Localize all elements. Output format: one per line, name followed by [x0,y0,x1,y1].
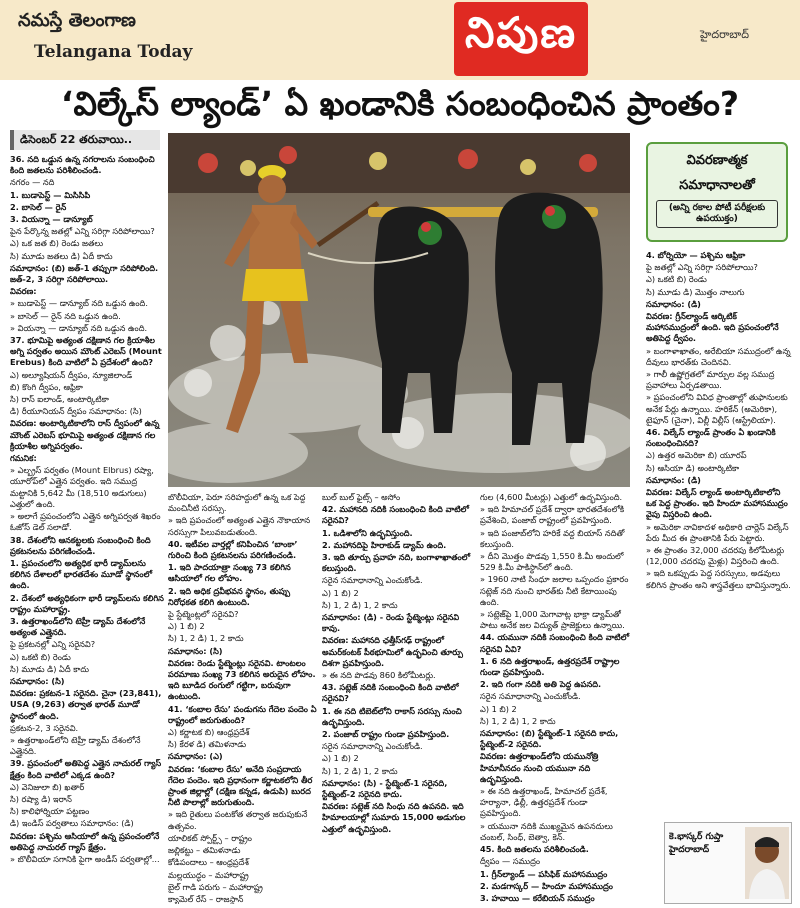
column-line: 41. ‘కంబాల రేసు’ పండుగను గేదెల పందెం ఏ రాష్ట్రంలో జరుగుతుంది? [168,703,317,725]
column-line: ఎ) 1 బి) 2 [168,621,205,632]
column-line: బొలీవియా, పెరూ సరిహద్దులో ఉన్న ఒక పెద్ద మంచినీటి సరస్సు. [168,492,306,514]
column-line: సి) ఆసియా డి) అంటార్కిటికా [646,462,740,473]
kambala-photo [168,133,630,487]
column-line: 2. ఇది గంగా నదికి అతి పెద్ద ఉపనది. [480,679,602,690]
column-line: సి) మూడు డి) మొత్తం నాలుగు [646,286,745,297]
column-line: » ఈ ప్రాంతం 32,000 చదరపు కిలోమీటర్లు (12,000 చదరపు మైళ్లు) విస్తరించి ఉంది. [646,545,785,567]
column-line: వివరణ: సట్లెజ్ నది సింధు నది ఉపనది. ఇది హిమాలయాల్లో సుమారు 15,000 అడుగుల ఎత్తులో ఉద్భవిస్తుంది. [322,801,466,834]
column-line: సమాధానం: (సి) [10,675,65,686]
column-line: సరైన సమాధానాన్ని ఎంచుకోండి. [480,691,581,702]
column-line: 1. ఒడిశాలోని ఉద్భవిస్తుంది. [322,527,413,538]
column-line: సి) మూడు జతలు డి) ఏదీ కాదు [10,250,113,261]
column-line: ఎ) వెనిజులా బి) ఖతార్ [10,781,85,792]
column-line: » ఇది పంజాబ్‌లోని హరికే వద్ద బియాస్ నదితో కలుస్తుంది. [480,527,625,549]
column-line: 2. ఇది అధిక ద్రవీభవన స్థానం, తుప్పు నిరోధకత కలిగి ఉంటుంది. [168,585,291,607]
column-line: » ఉత్తరాఖండ్‌లోని టెహ్రీ డ్యామ్ దేశంలోనే ఎత్తైనది. [10,734,141,757]
column-line: 36. నది ఒడ్డున ఉన్న నగరాలను సంబంధించి కింది జతలను పరిశీలించండి. [10,154,155,176]
column-line: సి) రాస్ ఐలాండ్, అంటార్కిటికా [10,394,109,405]
column-line: 4. బోర్నియో — పశ్చిమ ఆఫ్రికా [646,250,746,260]
dateline: హైదరాబాద్ [700,28,749,41]
column-line: » ఈ నది పొడవు 860 కిలోమీటర్లు. [322,670,436,681]
column-line: 3. వియన్నా — డాన్యూబ్ [10,214,93,225]
column-line: డి) రీయూనియన్ ద్వీపం సమాధానం: (సి) [10,406,142,417]
column-line: ఎ) ఒకటి బి) రెండు [646,274,707,285]
info-title-2: సమాధానాలతో [679,178,755,193]
column-line: 40. ఇటీవల వార్తల్లో కనిపించిన ‘బాంకా’ గురించి కింది ప్రకటనలను పరిగణించండి. [168,538,298,561]
column-line: పైన పేర్కొన్న జతల్లో ఎన్ని సరిగ్గా సరిపోలాయి? [10,226,155,237]
author-box [664,822,792,904]
column-line: క్యామెల్ రేస్ – రాజస్థాన్ [168,893,244,904]
column-line: 37. భూమిపై అత్యంత దక్షిణాన గల క్రియాశీల అగ్ని పర్వతం అయిన మౌంట్ ఎరెబస్ (Mount Erebus) కింది వాటిలో ఏ ప్రదేశంలో ఉంది? [10,335,162,368]
column-line: వివరణ: ఉత్తరాఖండ్‌లోని యమునోత్రి హిమానీనదం నుంచి యమునా నది ఉద్భవిస్తుంది. [480,751,599,784]
column-line: గుల (4,600 మీటర్లు) ఎత్తులో ఉద్భవిస్తుంది. [480,492,623,502]
column-line: 44. యమునా నదికి సంబంధించి కింది వాటిలో సరైనవి ఏవి? [480,632,630,654]
column-line: 3. ఉత్తరాఖండ్‌లోని టెహ్రీ డ్యామ్ దేశంలోనే అత్యంత ఎత్తైనది. [10,615,146,638]
column-line: సి) రష్యా డి) ఇరాన్ [10,793,72,804]
author-photo [745,827,789,899]
info-box [646,142,788,242]
column-line: సమాధానం: (డి) [646,298,701,309]
column-line: » బాసెల్ — రైన్ నది ఒడ్డున ఉంది. [10,310,121,321]
section-logo-text: నిపుణ [464,8,578,57]
date-tag: డిసెంబర్ 22 తరువాయి.. [10,130,160,150]
column-line: ఎ) ఒకటి బి) రెండు [10,651,71,662]
column-3 [322,492,476,904]
column-line: బుల్ బుల్ ఫైట్స్ – అసోం [322,492,401,502]
column-line: వివరణ: అంటార్కిటికాలోని రాస్ ద్వీపంలో ఉన్న మౌంట్ ఎరెబస్ భూమిపై అత్యంత దక్షిణాన గల క్రియాశీల అగ్నిపర్వతం. [10,418,160,451]
column-line: ఎ) 1 బి) 2 [322,753,359,764]
brand-telugu: నమస్తే తెలంగాణ [18,10,136,31]
column-line: 2. బాసెల్ — రైన్ [10,201,67,212]
column-line: ఎ) అల్యూషియన్ ద్వీపం, న్యూజిలాండ్ [10,369,133,380]
column-line: 1. గ్రీన్‌ల్యాండ్ — పసిఫిక్ మహాసముద్రం [480,868,608,879]
column-line: » అమెరికా నావికాదళ అధికారి చార్లెస్ విల్కేస్ పేరు మీద ఈ ప్రాంతానికి పేరు పెట్టారు. [646,521,789,543]
column-4 [480,492,630,904]
column-line: » 1960 నాటి సింధూ జలాల ఒప్పందం ప్రకారం సట్లెజ్ నది నుంచి భారత్‌కు నీటి కేటాయింపు ఉంది. [480,574,629,607]
headline: ‘విల్కేస్ ల్యాండ్’ ఏ ఖండానికి సంబంధించిన ప్రాంతం? [60,84,740,123]
column-line: 2. పంజాబ్ రాష్ట్రం గుండా ప్రవహిస్తుంది. [322,729,450,740]
column-line: సమాధానం: (బి) స్టేట్మెంట్-1 సరైనది కాదు, స్టేట్మెంట్-2 సరైనది. [480,728,619,750]
column-line: ఎ) 1 బి) 2 [322,587,359,598]
column-line: వివరణ: [10,286,37,297]
column-line: » బుడాపెస్ట్ — డాన్యూబ్ నది ఒడ్డున ఉంది. [10,298,148,309]
column-line: ఎ) ఉత్తర అమెరికా బి) యూరప్ [646,450,747,461]
column-line: » ఇది ప్రపంచంలో అత్యంత ఎత్తైన నౌకాయాన సరస్సుగా పిలువబడుతుంది. [168,515,311,537]
column-line: పై స్టేట్మెంట్లలో సరైనవి? [168,609,239,620]
column-line: » గాలీ ఉష్ణోగ్రతలో మార్పుల వల్ల సముద్ర ప్రవాహాలు ఏర్పడతాయి. [646,369,775,391]
info-subtitle: (అన్ని రకాల పోటీ పరీక్షలకు ఉపయుక్తం) [656,200,778,228]
column-line: వివరణ: మహానది ఛత్తీస్‌గఢ్ రాష్ట్రంలో అమర్‌కంటక్ పీఠభూమిలో ఉద్భవించి తూర్పు దిశగా ప్రవహిస్తుంది. [322,635,463,668]
column-line: » ఈ నది ఉత్తరాఖండ్, హిమాచల్ ప్రదేశ్, హర్యానా, ఢిల్లీ, ఉత్తరప్రదేశ్ గుండా ప్రవహిస్తుంది. [480,786,608,819]
column-line: ఎ) కర్ణాటక బి) ఆంధ్రప్రదేశ్ [168,727,250,738]
column-line: డి) ఇండిస్ పర్వతాలు సమాధానం: (డి) [10,818,134,829]
column-5 [646,250,792,818]
column-line: మల్లయుద్ధం – మహారాష్ట్ర [168,869,249,880]
column-line: వివరణ: పశ్చిమ ఆసియాలో ఉన్న ప్రపంచంలోనే అతిపెద్ద నాచురల్ గ్యాస్ క్షేత్రం. [10,830,160,852]
column-line: 38. దేశంలోని ఆనకట్టలకు సంబంధించి కింది ప్రకటనలను పరిగణించండి. [10,534,151,556]
column-line: సరైన సమాధానాన్ని ఎంచుకోండి. [322,741,423,752]
column-line: » వియన్నా — డాన్యూబ్ నది ఒడ్డున ఉంది. [10,322,148,333]
column-line: పై జతల్లో ఎన్ని సరిగ్గా సరిపోలాయి? [646,262,758,273]
column-line: వివరణ: విల్కేస్ ల్యాండ్ అంటార్కిటికాలోని ఒక పెద్ద ప్రాంతం. ఇది హిందూ మహాసముద్రం వైపు విస్తరించి ఉంది. [646,487,788,520]
column-line: పై ప్రకటనల్లో ఎన్ని సరైనవి? [10,639,96,650]
column-line: » ఇది హిమాచల్ ప్రదేశ్ ద్వారా భారతదేశంలోకి ప్రవేశించి, పంజాబ్ రాష్ట్రంలో ప్రవహిస్తుంది. [480,504,625,526]
column-line: సి) 1, 2 డి) 1, 2 కాదు [322,765,398,776]
column-line: సి) కాలిఫోర్నియా పట్టణం [10,806,90,817]
column-line: జల్లికట్టు – తమిళనాడు [168,845,241,856]
section-logo [454,2,588,76]
column-line: 42. మహానది నదికి సంబంధించి కింది వాటిలో సరైనవి? [322,504,469,526]
column-line: వివరణ: ప్రకటన-1 సరైనది. చైనా (23,841), USA (9,263) తర్వాత భారత్ మూడో స్థానంలో ఉంది. [10,688,162,721]
column-line: 1. 6 నది ఉత్తరాఖండ్, ఉత్తరప్రదేశ్ రాష్ట్రాల గుండా ప్రవహిస్తుంది. [480,655,620,678]
column-line: ఎ) 1 బి) 2 [480,703,517,714]
column-line: 46. విల్కేస్ ల్యాండ్ ప్రాంతం ఏ ఖండానికి సంబంధించినది? [646,427,776,449]
column-line: సి) 1, 2 డి) 1, 2 కాదు [480,715,556,726]
column-line: » ప్రపంచంలోని వివిధ ప్రాంతాల్లో తుఫానులకు అనేక పేర్లు ఉన్నాయి. హరికేన్ (అమెరికా), టైఫూన్ (చైనా), విల్లీ విల్లీస్ (ఆస్ట్రేలియా). [646,392,788,425]
column-line: కోడిపందాలు – ఆంధ్రప్రదేశ్ [168,857,249,868]
author-portrait [745,827,789,899]
column-line: » యమునా నదికి ముఖ్యమైన ఉపనదులు చంబల్, సింధ్, బెత్వా, కెన్. [480,820,613,842]
column-line: 2. దేశంలో అత్యధికంగా భారీ డ్యామ్‌లను కలిగిన రాష్ట్రం మహారాష్ట్ర. [10,592,164,614]
column-line: బైల్ గాడి పరుగు – మహారాష్ట్ర [168,881,263,892]
column-line: 2. మడగాస్కర్ — హిందూ మహాసముద్రం [480,880,613,891]
column-line: » ఇది ఒకప్పుడు పెద్ద సరస్సులు, అడవులు కలిగిన ప్రాంతం అని శాస్త్రవేత్తలు భావిస్తున్నారు. [646,568,791,590]
column-2 [168,492,318,904]
column-line: బి) కొంగి ద్వీపం, ఆఫ్రికా [10,381,83,392]
column-line: యాలికట్ స్పోర్ట్స్ – రాష్ట్రం [168,832,252,843]
column-line: 1. ఈ నది టిబెట్‌లోని రాకాస్ సరస్సు నుంచి ఉద్భవిస్తుంది. [322,705,462,727]
column-line: సమాధానం: (డి) [646,474,701,485]
column-line: 1. బుడాపెస్ట్ — మిసిసిపి [10,189,91,200]
column-line: సి) కేరళ డి) తమిళనాడు [168,739,247,750]
author-city: హైదరాబాద్ [669,845,710,855]
brand-english: Telangana Today [34,42,193,62]
column-line: ద్వీపం — సముద్రం [480,856,541,867]
column-line: 3. హవాయి — కరేబియన్ సముద్రం [480,892,595,903]
column-line: 43. సట్లెజ్ నదికి సంబంధించి కింది వాటిలో సరైనవి? [322,682,459,704]
column-line: 1. ప్రపంచంలోని అత్యధిక భారీ డ్యామ్‌లను కలిగిన దేశాలలో భారతదేశం మూడో స్థానంలో ఉంది. [10,557,153,591]
masthead [0,0,800,80]
column-line: వివరణ: గ్రీన్‌ల్యాండ్ ఆర్కిటిక్ మహాసముద్రంలో ఉంది. ఇది ప్రపంచంలోనే అతిపెద్ద ద్వీపం. [646,311,779,344]
column-line: వివరణ: ‘కంబాల రేసు’ అనేది సంప్రదాయ గేదెల పందెం. ఇది ప్రధానంగా కర్ణాటకలోని తీర ప్రాంత జిల్లాల్లో (దక్షిణ కన్నడ, ఉడుపి) బురద నీటి పొలాల్లో జరుగుతుంది. [168,763,313,808]
column-line: 39. ప్రపంచంలో అతిపెద్ద ఎత్తైన నాచురల్ గ్యాస్ క్షేత్రం కింది వాటిలో ఎక్కడ ఉంది? [10,758,162,780]
author-name-text: కె.భాస్కర్ గుప్తా [669,832,724,842]
column-line: ప్రకటన-2, 3 సరైనవి. [10,722,79,733]
info-title-1: వివరణాత్మక [686,153,748,168]
column-line: » దీని మొత్తం పొడవు 1,550 కి.మీ అందులో 529 కి.మీ పాకిస్థాన్‌లో ఉంది. [480,551,624,573]
column-line: సి) 1, 2 డి) 1, 2 కాదు [168,633,244,644]
column-line: సమాధానం: (ఎ) [168,751,223,762]
column-line: » బంగాళాఖాతం, అరేబియా సముద్రంలో ఉన్న దీవులు భారత్‌కు చెందినవి. [646,345,791,367]
column-line: సమాధానం: (సి) - స్టేట్మెంట్-1 సరైనది, స్టేట్మెంట్-2 సరైనది కాదు. [322,777,448,800]
column-line: » ఎల్బ్రస్ పర్వతం (Mount Elbrus) రష్యా, యూరోప్‌లో ఎత్తైన పర్వతం. ఇది సముద్ర మట్టానికి 5,642 మీ (18,510 అడుగులు) ఎత్తులో ఉంది. [10,465,154,509]
column-line: సి) 1, 2 డి) 1, 2 కాదు [322,599,398,610]
column-line: » అలాగే ప్రపంచంలోని ఎత్తైన అగ్నిపర్వత శిఖరం ఓజోస్ డెల్ సలాడో. [10,511,161,533]
column-line: ఎ) ఒక జత బి) రెండు జతలు [10,238,104,249]
column-1 [10,154,164,904]
column-line: » సట్లెజ్‌పై 1,000 మెగావాట్ల భాక్రా డ్యామ్‌తో పాటు అనేక జల విద్యుత్ ప్రాజెక్టులు ఉన్నాయి. [480,609,625,631]
column-line: » ఇది రైతులు పంటకోత తర్వాత జరుపుకునే ఉత్సవం. [168,809,308,831]
column-line: సమాధానం: (బి) జత్-1 తప్పుగా సరిపోలింది. జత్-2, 3 సరిగ్గా సరిపోలాయి. [10,262,159,285]
column-line: సమాధానం: (డి) - రెండు స్టేట్మెంట్లు సరైనవి కావు. [322,612,460,634]
column-line: 3. ఇది తూర్పు ప్రవాహ నది, బంగాళాఖాతంలో కలుస్తుంది. [322,552,471,574]
column-line: వివరణ: రెండు స్టేట్మెంట్లు సరైనవి. టాంటలం పరమాణు సంఖ్య 73 కలిగిన అరుదైన లోహం. ఇది బూడిద రంగులో గట్టిగా, బరువుగా ఉంటుంది. [168,657,316,702]
kambala-photo-illustration [168,133,630,487]
column-line: సరైన సమాధానాన్ని ఎంచుకోండి. [322,575,423,586]
column-line: నగరం — నది [10,177,55,188]
column-line: 2. మహానదిపై హిరాకుడ్ డ్యామ్ ఉంది. [322,539,447,550]
column-line: సమాధానం: (సి) [168,645,223,656]
column-line: 1. ఇది పాదయాత్రా సంఖ్య 73 కలిగిన ఆసియాలో గల లోహం. [168,562,291,584]
column-line: గమనిక: [10,453,37,464]
column-line: సి) మూడు డి) ఏదీ కాదు [10,663,89,674]
column-line: » బొలీవియా సగానికి పైగా అండీస్ పర్వతాల్లో... [10,853,160,864]
author-name [669,831,745,857]
column-line: 45. కింది జతలను పరిశీలించండి. [480,844,589,855]
